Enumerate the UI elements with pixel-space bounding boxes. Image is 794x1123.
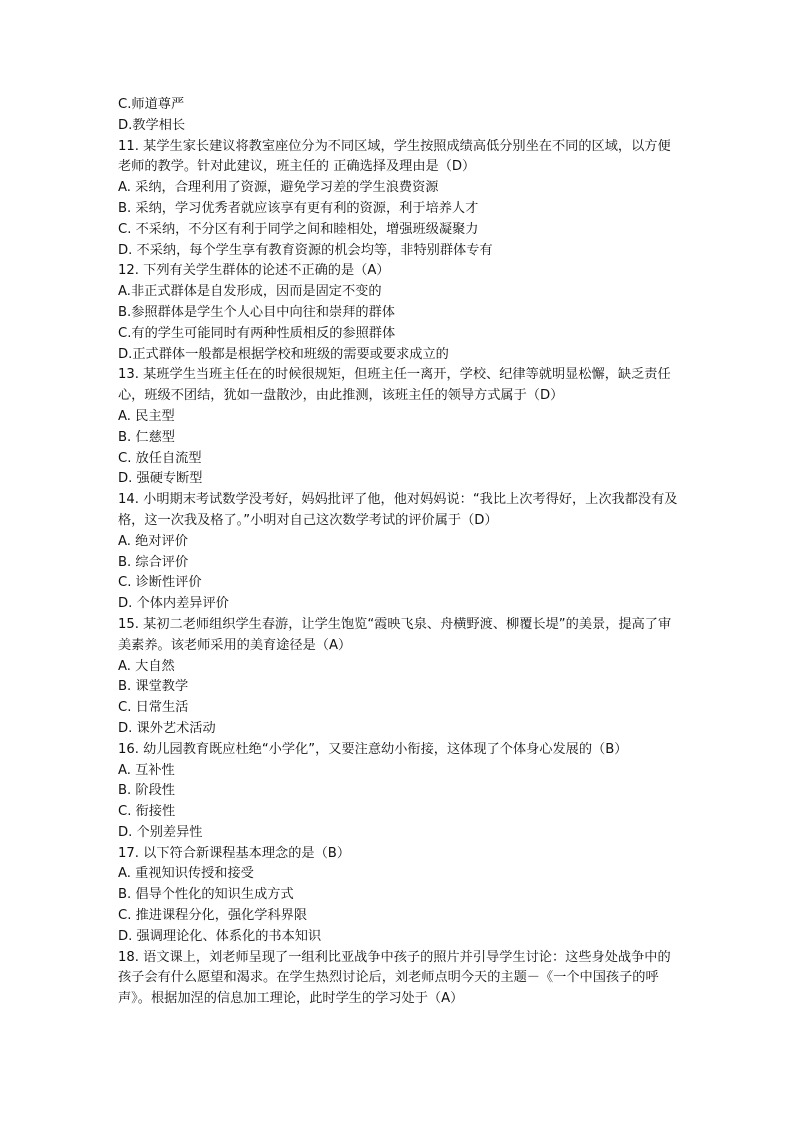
option-a: A. 互补性 bbox=[118, 762, 175, 778]
question-15 bbox=[118, 615, 678, 740]
question-stem: 14. 小明期末考试数学没考好，妈妈批评了他，他对妈妈说：“我比上次考得好，上次我都没有及格，这一次我及格了。”小明对自己这次数学考试的评价属于（D） bbox=[118, 492, 678, 528]
option-c: C. 诊断性评价 bbox=[118, 575, 202, 591]
option-d: D. 不采纳，每个学生享有教育资源的机会均等，非特别群体专有 bbox=[118, 242, 493, 258]
option-b: B. 综合评价 bbox=[118, 554, 189, 570]
option-a: A. 大自然 bbox=[118, 658, 175, 674]
option-a: A. 绝对评价 bbox=[118, 533, 188, 549]
option-c: C. 放任自流型 bbox=[118, 450, 202, 466]
option-b: B. 阶段性 bbox=[118, 783, 175, 799]
option-c: C. 不采纳，不分区有利于同学之间和睦相处，增强班级凝聚力 bbox=[118, 221, 479, 237]
option-d: D. 强调理论化、体系化的书本知识 bbox=[118, 928, 322, 944]
question-14 bbox=[118, 490, 678, 615]
option-b: B. 采纳，学习优秀者就应该享有更有利的资源，利于培养人才 bbox=[118, 200, 479, 216]
question-13 bbox=[118, 365, 678, 490]
option-b: B. 倡导个性化的知识生成方式 bbox=[118, 887, 294, 903]
option-b: B. 课堂教学 bbox=[118, 679, 189, 695]
document-page bbox=[118, 95, 678, 1010]
question-11 bbox=[118, 137, 678, 262]
option-c: C. 推进课程分化，强化学科界限 bbox=[118, 908, 308, 924]
question-stem: 16. 幼儿园教育既应杜绝“小学化”，又要注意幼小衔接，这体现了个体身心发展的（B） bbox=[118, 741, 628, 757]
option-a: A. 重视知识传授和接受 bbox=[118, 866, 254, 882]
option-c: C.有的学生可能同时有两种性质相反的参照群体 bbox=[118, 325, 396, 341]
question-stem: 13. 某班学生当班主任在的时候很规矩，但班主任一离开，学校、纪律等就明显松懈，缺乏责任心，班级不团结，犹如一盘散沙，由此推测，该班主任的领导方式属于（D） bbox=[118, 367, 671, 404]
question-stem: 11. 某学生家长建议将教室座位分为不同区域，学生按照成绩高低分别坐在不同的区域，以方便老师的教学。针对此建议，班主任的 正确选择及理由是（D） bbox=[118, 138, 671, 175]
question-stem: 18. 语文课上，刘老师呈现了一组利比亚战争中孩子的照片并引导学生讨论：这些身处战争中的孩子会有什么愿望和渴求。在学生热烈讨论后，刘老师点明今天的主题－《一个中国孩子的呼声》。根据加涅的信息加工理论，此时学生的学习处于（A） bbox=[118, 949, 671, 1007]
question-12 bbox=[118, 261, 678, 365]
option-d-previous: D.教学相长 bbox=[118, 117, 186, 133]
question-16 bbox=[118, 740, 678, 844]
option-d: D. 强硬专断型 bbox=[118, 471, 203, 487]
option-d: D.正式群体一般都是根据学校和班级的需要或要求成立的 bbox=[118, 346, 449, 362]
option-a: A. 民主型 bbox=[118, 408, 175, 424]
option-d: D. 个别差异性 bbox=[118, 824, 203, 840]
option-d: D. 课外艺术活动 bbox=[118, 720, 216, 736]
question-stem: 12. 下列有关学生群体的论述不正确的是（A） bbox=[118, 263, 390, 279]
option-d: D. 个体内差异评价 bbox=[118, 596, 229, 612]
question-stem: 17. 以下符合新课程基本理念的是（B） bbox=[118, 845, 351, 861]
question-18 bbox=[118, 948, 678, 1010]
option-a: A.非正式群体是自发形成，因而是固定不变的 bbox=[118, 284, 382, 300]
question-stem: 15. 某初二老师组织学生春游，让学生饱览“霞映飞泉、舟横野渡、柳覆长堤”的美景，提高了审美素养。该老师采用的美育途径是（A） bbox=[118, 616, 672, 653]
option-c-previous: C.师道尊严 bbox=[118, 97, 185, 112]
question-17 bbox=[118, 844, 678, 948]
option-c: C. 衔接性 bbox=[118, 804, 176, 820]
option-c: C. 日常生活 bbox=[118, 700, 189, 716]
option-b: B.参照群体是学生个人心目中向往和崇拜的群体 bbox=[118, 304, 395, 320]
option-a: A. 采纳，合理利用了资源，避免学习差的学生浪费资源 bbox=[118, 180, 439, 196]
option-b: B. 仁慈型 bbox=[118, 429, 175, 445]
